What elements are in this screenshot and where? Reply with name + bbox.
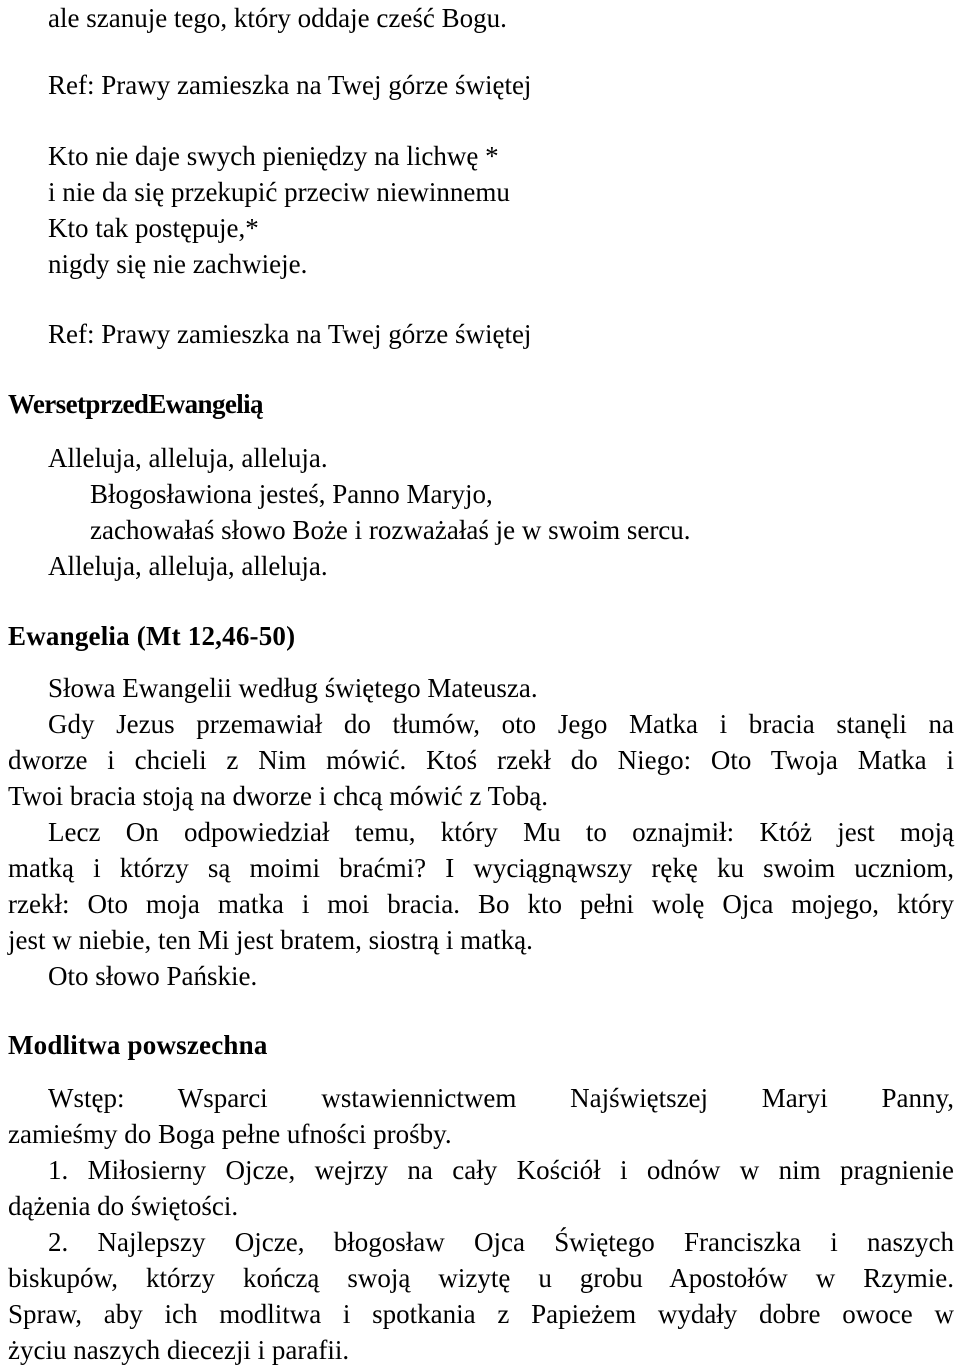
gospel-text-line: Lecz On odpowiedział temu, który Mu to oznajmił: Któż jest moją (48, 817, 954, 847)
gospel-text-line: matką i którzy są moimi braćmi? I wyciągnąwszy rękę ku swoim uczniom, (8, 853, 954, 883)
psalm-line-top: ale szanuje tego, który oddaje cześć Bogu. (48, 3, 507, 33)
section-heading: Modlitwa powszechna (8, 1030, 268, 1060)
gospel-text-line: rzekł: Oto moja matka i moi bracia. Bo kto pełni wolę Ojca mojego, który (8, 889, 954, 919)
alleluia-line: Alleluja, alleluja, alleluja. (48, 551, 328, 581)
prayer-item-line: 1. Miłosierny Ojcze, wejrzy na cały Kościół i odnów w nim pragnienie (48, 1155, 954, 1185)
gospel-text-line: Gdy Jezus przemawiał do tłumów, oto Jego Matka i bracia stanęli na (48, 709, 954, 739)
gospel-closing: Oto słowo Pańskie. (48, 961, 258, 991)
prayer-item-line: biskupów, którzy kończą swoją wizytę u grobu Apostołów w Rzymie. (8, 1263, 954, 1293)
psalm-stanza-line: nigdy się nie zachwieje. (48, 249, 308, 279)
prayer-item-line: Spraw, aby ich modlitwa i spotkania z Papieżem wydały dobre owoce w (8, 1299, 954, 1329)
prayer-item-line: 2. Najlepszy Ojcze, błogosław Ojca Świętego Franciszka i naszych (48, 1227, 954, 1257)
psalm-refrain: Ref: Prawy zamieszka na Twej górze świętej (48, 70, 532, 100)
verse-line: Błogosławiona jesteś, Panno Maryjo, (90, 479, 493, 509)
prayer-item-line: życiu naszych diecezji i parafii. (8, 1335, 350, 1365)
psalm-stanza-line: i nie da się przekupić przeciw niewinnemu (48, 177, 510, 207)
psalm-refrain: Ref: Prawy zamieszka na Twej górze świętej (48, 319, 532, 349)
section-heading: Ewangelia (Mt 12,46-50) (8, 621, 296, 651)
gospel-intro: Słowa Ewangelii według świętego Mateusza. (48, 673, 538, 703)
gospel-text-line: Twoi bracia stoją na dworze i chcą mówić z Tobą. (8, 781, 549, 811)
verse-line: zachowałaś słowo Boże i rozważałaś je w swoim sercu. (90, 515, 691, 545)
section-heading: WersetprzedEwangelią (8, 389, 263, 419)
prayer-intro-line: Wstęp: Wsparci wstawiennictwem Najświętszej Maryi Panny, (48, 1083, 954, 1113)
prayer-item-line: dążenia do świętości. (8, 1191, 239, 1221)
prayer-intro-line: zamieśmy do Boga pełne ufności prośby. (8, 1119, 452, 1149)
gospel-text-line: jest w niebie, ten Mi jest bratem, siostrą i matką. (8, 925, 533, 955)
psalm-stanza-line: Kto tak postępuje,* (48, 213, 259, 243)
gospel-text-line: dworze i chcieli z Nim mówić. Ktoś rzekł do Niego: Oto Twoja Matka i (8, 745, 954, 775)
psalm-stanza-line: Kto nie daje swych pieniędzy na lichwę * (48, 141, 499, 171)
alleluia-line: Alleluja, alleluja, alleluja. (48, 443, 328, 473)
